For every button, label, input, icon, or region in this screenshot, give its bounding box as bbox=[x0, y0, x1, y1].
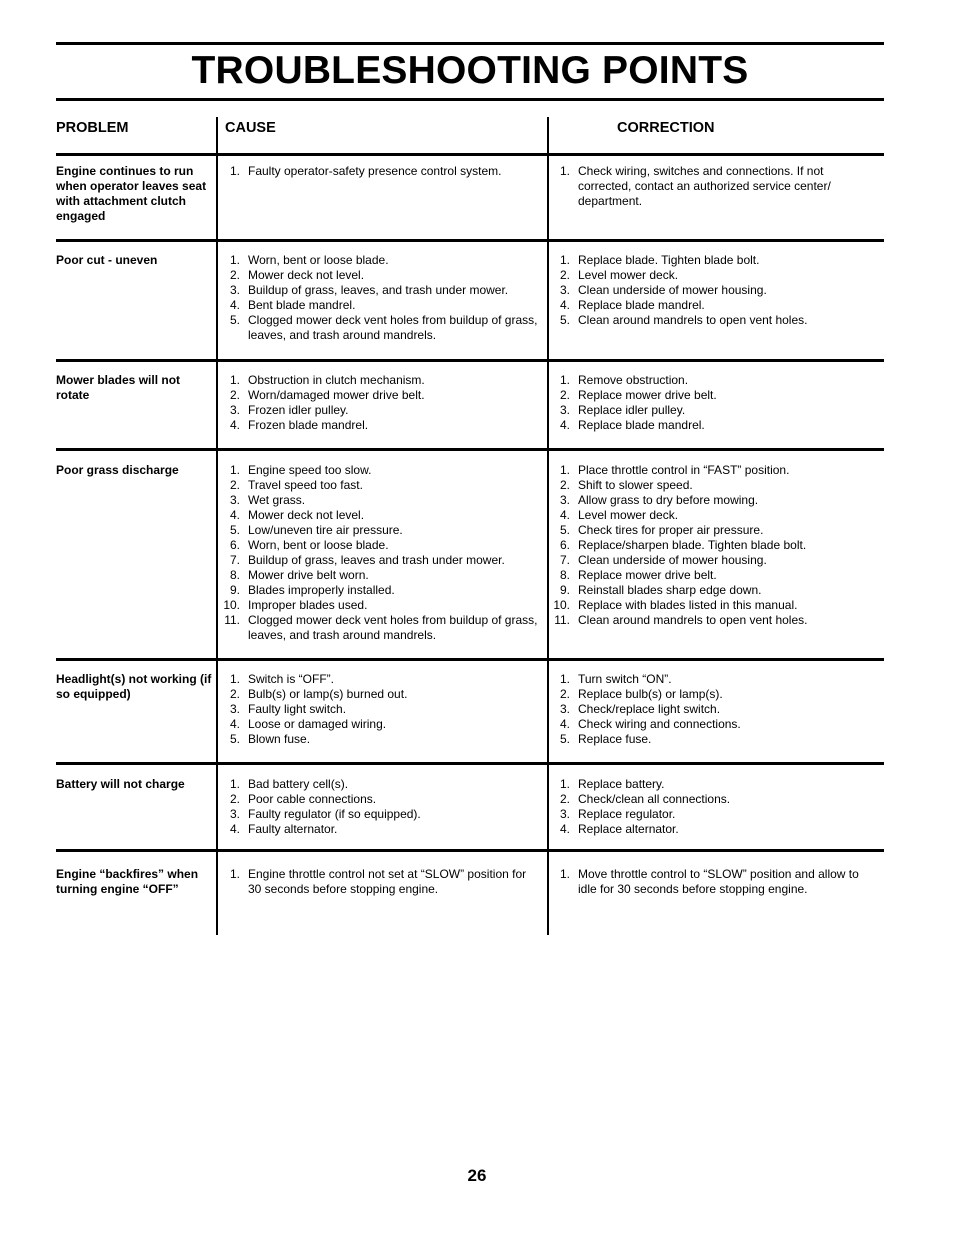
cause-list bbox=[218, 164, 538, 179]
correction-list bbox=[548, 777, 876, 837]
cause-item: 3. Wet grass. bbox=[229, 493, 306, 507]
correction-item: 2. Replace mower drive belt. bbox=[559, 388, 717, 402]
correction-item: 3. Allow grass to dry before mowing. bbox=[559, 493, 759, 507]
correction-item: 4. Level mower deck. bbox=[559, 508, 679, 522]
correction-item: 5. Replace fuse. bbox=[559, 732, 652, 746]
cause-item: 2. Mower deck not level. bbox=[229, 268, 365, 282]
cause-item: 1. Worn, bent or loose blade. bbox=[229, 253, 389, 267]
correction-item: 1. Replace battery. bbox=[559, 777, 665, 791]
cause-item: 3. Frozen idler pulley. bbox=[229, 403, 349, 417]
cause-list bbox=[218, 463, 538, 643]
cause-item: 4. Loose or damaged wiring. bbox=[229, 717, 387, 731]
cause-item: 5. Blown fuse. bbox=[229, 732, 311, 746]
cause-list bbox=[218, 867, 538, 897]
page-number: 26 bbox=[467, 1166, 487, 1185]
cause-item: 1. Engine speed too slow. bbox=[229, 463, 372, 477]
cause-item: 1. Faulty operator-safety presence control system. bbox=[229, 164, 502, 178]
cause-item: 9. Blades improperly installed. bbox=[229, 583, 395, 597]
correction-item: 3. Replace idler pulley. bbox=[559, 403, 686, 417]
header-cause: CAUSE bbox=[225, 120, 276, 136]
correction-item: 2. Shift to slower speed. bbox=[559, 478, 693, 492]
correction-list bbox=[548, 164, 876, 209]
cause-list bbox=[218, 373, 538, 433]
cause-item: 4. Mower deck not level. bbox=[229, 508, 365, 522]
cause-item: 2. Poor cable connections. bbox=[229, 792, 377, 806]
problem-engine-continues: Engine continues to run when operator leaves seat with attachment clutch engaged bbox=[56, 164, 207, 223]
correction-item: 2. Replace bulb(s) or lamp(s). bbox=[559, 687, 723, 701]
correction-item: 11. Clean around mandrels to open vent holes. bbox=[554, 613, 808, 627]
cause-item: 2. Bulb(s) or lamp(s) burned out. bbox=[229, 687, 408, 701]
correction-item: 5. Check tires for proper air pressure. bbox=[559, 523, 764, 537]
correction-item: 8. Replace mower drive belt. bbox=[559, 568, 717, 582]
correction-item: 4. Replace blade mandrel. bbox=[559, 298, 705, 312]
correction-item: 2. Level mower deck. bbox=[559, 268, 679, 282]
correction-item: 1. Turn switch “ON”. bbox=[559, 672, 672, 686]
correction-list bbox=[548, 253, 876, 328]
row-separator bbox=[56, 849, 884, 852]
row-separator bbox=[56, 448, 884, 451]
problem-headlights: Headlight(s) not working (if so equipped) bbox=[56, 672, 212, 701]
problem-blades-not-rotate: Mower blades will not rotate bbox=[56, 373, 181, 402]
correction-item: 1. Move throttle control to “SLOW” position and allow to idle for 30 seconds before stopping engine. bbox=[559, 867, 859, 896]
cause-list bbox=[218, 672, 538, 747]
cause-item: 4. Bent blade mandrel. bbox=[229, 298, 356, 312]
row-separator bbox=[56, 658, 884, 661]
cause-item: 5. Low/uneven tire air pressure. bbox=[229, 523, 403, 537]
cause-item: 3. Buildup of grass, leaves, and trash under mower. bbox=[229, 283, 509, 297]
cause-item: 1. Engine throttle control not set at “SLOW” position for 30 seconds before stopping engine. bbox=[229, 867, 527, 896]
problem-backfires: Engine “backfires” when turning engine “OFF” bbox=[56, 867, 199, 896]
cause-list bbox=[218, 777, 538, 837]
cause-item: 11. Clogged mower deck vent holes from buildup of grass, leaves, and trash around mandrels. bbox=[224, 613, 538, 642]
correction-item: 6. Replace/sharpen blade. Tighten blade bolt. bbox=[559, 538, 807, 552]
row-separator bbox=[56, 762, 884, 765]
cause-item: 3. Faulty light switch. bbox=[229, 702, 347, 716]
cause-item: 2. Worn/damaged mower drive belt. bbox=[229, 388, 425, 402]
cause-item: 3. Faulty regulator (if so equipped). bbox=[229, 807, 421, 821]
problem-poor-discharge: Poor grass discharge bbox=[56, 463, 179, 477]
cause-item: 10. Improper blades used. bbox=[223, 598, 368, 612]
cause-item: 5. Clogged mower deck vent holes from buildup of grass, leaves, and trash around mandrels. bbox=[229, 313, 538, 342]
correction-item: 1. Place throttle control in “FAST” position. bbox=[559, 463, 790, 477]
correction-list bbox=[548, 373, 876, 433]
cause-item: 1. Obstruction in clutch mechanism. bbox=[229, 373, 425, 387]
page-title: TROUBLESHOOTING POINTS bbox=[191, 49, 749, 92]
correction-item: 9. Reinstall blades sharp edge down. bbox=[559, 583, 762, 597]
cause-item: 8. Mower drive belt worn. bbox=[229, 568, 369, 582]
cause-item: 4. Faulty alternator. bbox=[229, 822, 338, 836]
header-correction: CORRECTION bbox=[617, 120, 715, 136]
header-separator bbox=[56, 153, 884, 156]
correction-item: 3. Check/replace light switch. bbox=[559, 702, 721, 716]
header-problem: PROBLEM bbox=[56, 120, 129, 136]
title-top-rule bbox=[56, 42, 884, 45]
correction-item: 3. Clean underside of mower housing. bbox=[559, 283, 767, 297]
problem-poor-cut: Poor cut - uneven bbox=[56, 253, 158, 267]
row-separator bbox=[56, 239, 884, 242]
correction-item: 2. Check/clean all connections. bbox=[559, 792, 731, 806]
title-bottom-rule bbox=[56, 98, 884, 101]
row-separator bbox=[56, 359, 884, 362]
correction-item: 4. Replace blade mandrel. bbox=[559, 418, 705, 432]
cause-list bbox=[218, 253, 538, 343]
cause-item: 1. Switch is “OFF”. bbox=[229, 672, 334, 686]
correction-list bbox=[548, 463, 876, 628]
cause-item: 2. Travel speed too fast. bbox=[229, 478, 363, 492]
cause-item: 1. Bad battery cell(s). bbox=[229, 777, 349, 791]
correction-item: 10. Replace with blades listed in this manual. bbox=[553, 598, 798, 612]
correction-list bbox=[548, 672, 876, 747]
cause-item: 4. Frozen blade mandrel. bbox=[229, 418, 369, 432]
correction-item: 3. Replace regulator. bbox=[559, 807, 676, 821]
correction-item: 1. Remove obstruction. bbox=[559, 373, 689, 387]
problem-battery: Battery will not charge bbox=[56, 777, 185, 791]
correction-item: 4. Replace alternator. bbox=[559, 822, 679, 836]
cause-item: 7. Buildup of grass, leaves and trash under mower. bbox=[229, 553, 505, 567]
correction-item: 1. Replace blade. Tighten blade bolt. bbox=[559, 253, 760, 267]
correction-item: 1. Check wiring, switches and connections. If not corrected, contact an authorized service center/ department. bbox=[559, 164, 831, 208]
correction-item: 4. Check wiring and connections. bbox=[559, 717, 741, 731]
cause-item: 6. Worn, bent or loose blade. bbox=[229, 538, 389, 552]
correction-list bbox=[548, 867, 876, 897]
correction-item: 7. Clean underside of mower housing. bbox=[559, 553, 767, 567]
correction-item: 5. Clean around mandrels to open vent holes. bbox=[559, 313, 808, 327]
